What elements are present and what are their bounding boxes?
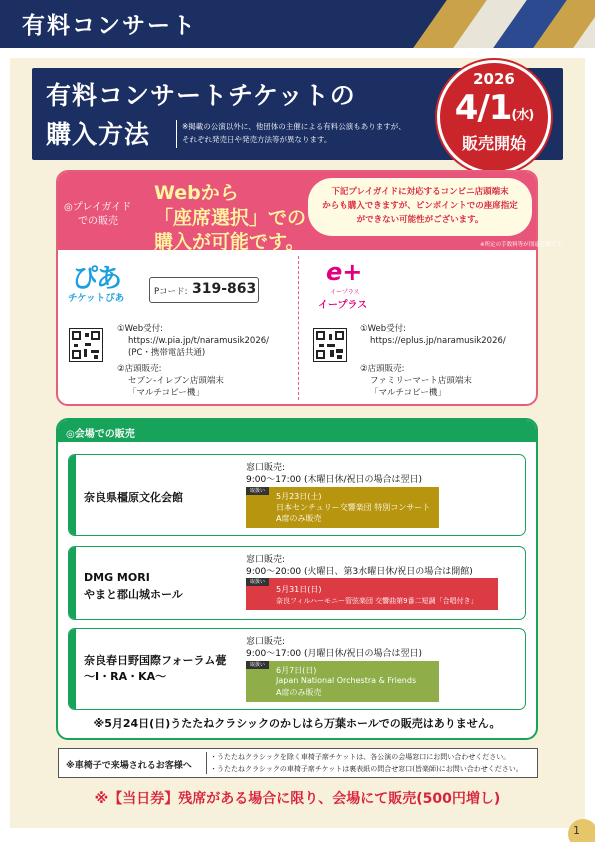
eplus-logo-subtext: イープラス	[330, 289, 360, 296]
handling-badge: 取扱い	[246, 487, 269, 495]
eplus-store-terminal: ファミリーマート店頭端末	[370, 376, 472, 386]
venue-name-line2: ～I・RA・KA～	[84, 670, 167, 683]
wheelchair-label: ※車椅子で来場されるお客様へ	[66, 761, 192, 771]
playguide-label-line1: ◎プレイガイド	[64, 202, 132, 213]
wheelchair-line1: ・うたたねクラシックを除く車椅子席チケットは、各公演の会場窓口にお問い合わせください。	[210, 753, 511, 761]
venue-name: 奈良県橿原文化会館	[84, 491, 183, 504]
pcode-value: 319-863	[192, 281, 257, 297]
wheelchair-line2: ・うたたねクラシックの車椅子席チケットは裏表紙の問合せ窓口(皆楽師)にお問い合わせください。	[210, 765, 523, 773]
fee-note: ※所定の手数料等が別途必要です。	[480, 242, 567, 248]
event-title: Japan National Orchestra & Friends	[276, 676, 417, 685]
pia-store-terminal: セブン-イレブン店頭端末	[128, 376, 224, 386]
ticket-pia-name: チケットぴあ	[68, 293, 125, 304]
handling-badge: 取扱い	[246, 661, 269, 669]
eplus-qr-code-icon[interactable]	[313, 328, 347, 362]
pia-web-note: (PC・携帯電話共通)	[128, 348, 206, 358]
eplus-name: イープラス	[318, 300, 368, 311]
pia-web-url[interactable]: https://w.pia.jp/t/naramusik2026/	[128, 336, 270, 346]
sale-day-of-week: (水)	[511, 108, 534, 123]
venue-name-line1: 奈良春日野国際フォーラム甍	[84, 654, 227, 667]
web-headline-line1: Webから	[154, 182, 239, 204]
header-title: 有料コンサート	[22, 12, 197, 39]
event-date: 6月7日(日)	[276, 666, 317, 675]
venue-hours-label: 窓口販売:	[246, 637, 286, 647]
event-date: 5月23日(土)	[276, 492, 322, 501]
venue-hours: 9:00～20:00 (火曜日、第3水曜日休/祝日の場合は開館)	[246, 567, 473, 577]
bubble-text-line1: 下記プレイガイドに対応するコンビニ店頭端末	[331, 187, 509, 197]
event-note: A席のみ販売	[276, 688, 322, 697]
title-note-line2: それぞれ発売日や発売方法等が異なります。	[182, 135, 332, 144]
venue-name-line1: DMG MORI	[84, 571, 150, 584]
venue-hours-label: 窓口販売:	[246, 555, 286, 565]
web-headline-line2: 「座席選択」での	[154, 207, 307, 229]
page-title-line2: 購入方法	[46, 120, 151, 149]
title-divider	[176, 120, 177, 148]
eplus-store-label: ②店頭販売:	[360, 364, 405, 374]
wheelchair-divider	[206, 752, 207, 774]
event-title: 日本センチュリー交響楽団 特別コンサート	[276, 503, 431, 512]
pcode-label: Pコード:	[154, 287, 188, 297]
ticket-pia-logo: ぴあ	[72, 264, 121, 294]
venue-hours-label: 窓口販売:	[246, 463, 286, 473]
same-day-ticket-note: ※【当日券】残席がある場合に限り、会場にて販売(500円増し)	[94, 791, 501, 807]
sale-date-value: 4/1	[454, 88, 512, 128]
page-title-line1: 有料コンサートチケットの	[46, 81, 356, 110]
sale-year: 2026	[473, 70, 515, 88]
handling-badge: 取扱い	[246, 578, 269, 586]
eplus-web-url[interactable]: https://eplus.jp/naramusik2026/	[370, 336, 506, 346]
playguide-label-line2: での販売	[78, 216, 118, 227]
eplus-store-machine: 「マルチコピー機」	[370, 388, 446, 398]
pia-web-label: ①Web受付:	[117, 324, 164, 334]
playguide-divider	[298, 256, 299, 400]
sale-date	[437, 88, 551, 128]
venue-name-line2: やまと郡山城ホール	[84, 588, 183, 601]
event-date: 5月31日(日)	[276, 585, 322, 594]
pia-store-machine: 「マルチコピー機」	[128, 388, 204, 398]
web-headline-line3: 購入が可能です。	[154, 231, 305, 253]
title-note-line1: ※掲載の公演以外に、他団体の主催による有料公演もありますが、	[182, 122, 406, 131]
bubble-text-line2: からも購入できますが、ピンポイントでの座席指定	[322, 201, 518, 211]
venue-hours: 9:00～17:00 (月曜日休/祝日の場合は翌日)	[246, 649, 423, 659]
bubble-text-line3: ができない可能性がございます。	[356, 215, 484, 225]
pia-store-label: ②店頭販売:	[117, 364, 162, 374]
eplus-web-label: ①Web受付:	[360, 324, 407, 334]
pia-qr-code-icon[interactable]	[69, 328, 103, 362]
no-sale-note: ※5月24日(日)うたたねクラシックのかしはら万葉ホールでの販売はありません。	[93, 717, 501, 730]
event-title: 奈良フィルハーモニー管弦楽団 交響曲第9番二短調「合唱付き」	[276, 597, 478, 605]
venue-hours: 9:00～17:00 (木曜日休/祝日の場合は翌日)	[246, 475, 423, 485]
page-number: 1	[573, 824, 580, 837]
event-note: A席のみ販売	[276, 514, 322, 523]
eplus-logo: e+	[326, 258, 363, 286]
sale-label: 販売開始	[461, 134, 526, 153]
venue-sales-title: ◎会場での販売	[66, 429, 135, 440]
